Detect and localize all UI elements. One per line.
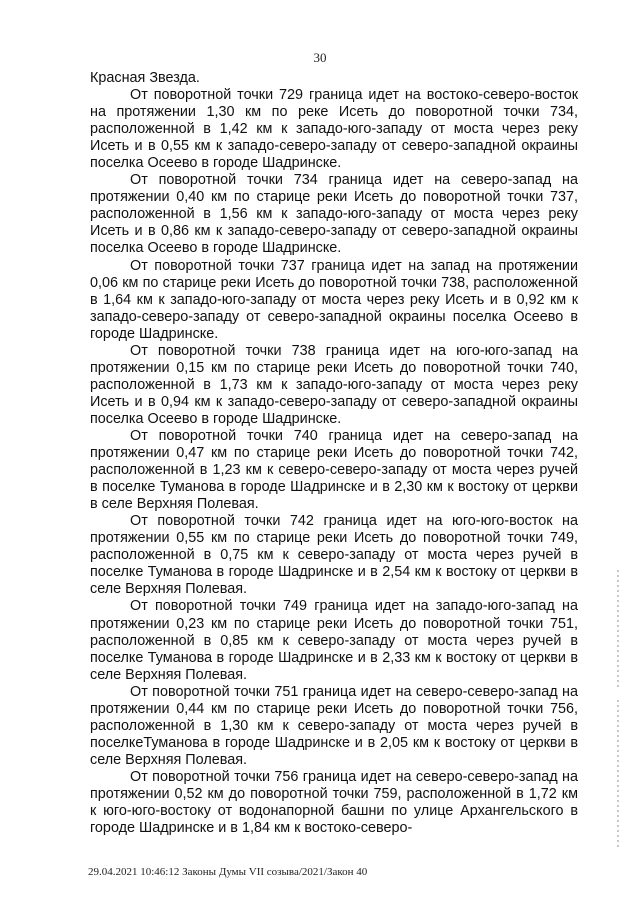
paragraph-point-729: От поворотной точки 729 граница идет на востоко-северо-восток на протяжении 1,30 км по реке Исеть до поворотной точки 734, расположенной в 1,42 км к западо-юго-западу от моста через реку Исеть и в 0,55 км к западо-северо-западу от северо-западной окраины поселка Осеево в городе Шадринске.	[90, 87, 578, 172]
paragraph-point-751: От поворотной точки 751 граница идет на северо-северо-запад на протяжении 0,44 км по старице реки Исеть до поворотной точки 756, расположенной в 1,30 км к северо-западу от моста через ручей в поселкеТуманова в городе Шадринске и в 2,05 км к востоку от церкви в селе Верхняя Полевая.	[90, 683, 578, 768]
margin-scan-mark	[617, 570, 619, 690]
paragraph-continuation: Красная Звезда.	[90, 70, 200, 86]
paragraph-point-737: От поворотной точки 737 граница идет на запад на протяжении 0,06 км по старице реки Исеть до поворотной точки 738, расположенной в 1,64 км к западо-юго-западу от моста через реку Исеть и в 0,92 км к западо-северо-западу от северо-западной окраины поселка Осеево в городе Шадринске.	[90, 257, 578, 342]
document-footer: 29.04.2021 10:46:12 Законы Думы VII созыва/2021/Закон 40	[88, 866, 368, 878]
paragraph-point-756: От поворотной точки 756 граница идет на северо-северо-запад на протяжении 0,52 км до поворотной точки 759, расположенной в 1,72 км к юго-юго-востоку от водонапорной башни по улице Архангельского в городе Шадринске и в 1,84 км к востоко-северо-	[90, 768, 578, 837]
paragraph-point-742: От поворотной точки 742 граница идет на юго-юго-восток на протяжении 0,55 км по старице реки Исеть до поворотной точки 749, расположенной в 0,75 км к северо-западу от моста через ручей в поселке Туманова в городе Шадринске и в 2,54 км к востоку от церкви в селе Верхняя Полевая.	[90, 513, 578, 598]
paragraph-point-734: От поворотной точки 734 граница идет на северо-запад на протяжении 0,40 км по старице реки Исеть до поворотной точки 737, расположенной в 1,56 км к западо-юго-западу от моста через реку Исеть и в 0,86 км к западо-северо-западу от северо-западной окраины поселка Осеево в городе Шадринске.	[90, 172, 578, 257]
document-body	[90, 70, 578, 837]
paragraph-point-740: От поворотной точки 740 граница идет на северо-запад на протяжении 0,47 км по старице реки Исеть до поворотной точки 742, расположенной в 1,23 км к северо-северо-западу от моста через ручей в поселке Туманова в городе Шадринске и в 2,30 км к востоку от церкви в селе Верхняя Полевая.	[90, 427, 578, 513]
paragraph-point-749: От поворотной точки 749 граница идет на западо-юго-запад на протяжении 0,23 км по старице реки Исеть до поворотной точки 751, расположенной в 0,85 км к северо-западу от моста через ручей в поселке Туманова в городе Шадринске и в 2,33 км к востоку от церкви в селе Верхняя Полевая.	[90, 598, 578, 683]
margin-scan-mark	[617, 700, 619, 850]
page-number: 30	[313, 50, 327, 65]
paragraph-point-738: От поворотной точки 738 граница идет на юго-юго-запад на протяжении 0,15 км по старице реки Исеть до поворотной точки 740, расположенной в 1,73 км к западо-юго-западу от моста через реку Исеть и в 0,94 км к западо-северо-западу от северо-западной окраины поселка Осеево в городе Шадринске.	[90, 342, 578, 427]
